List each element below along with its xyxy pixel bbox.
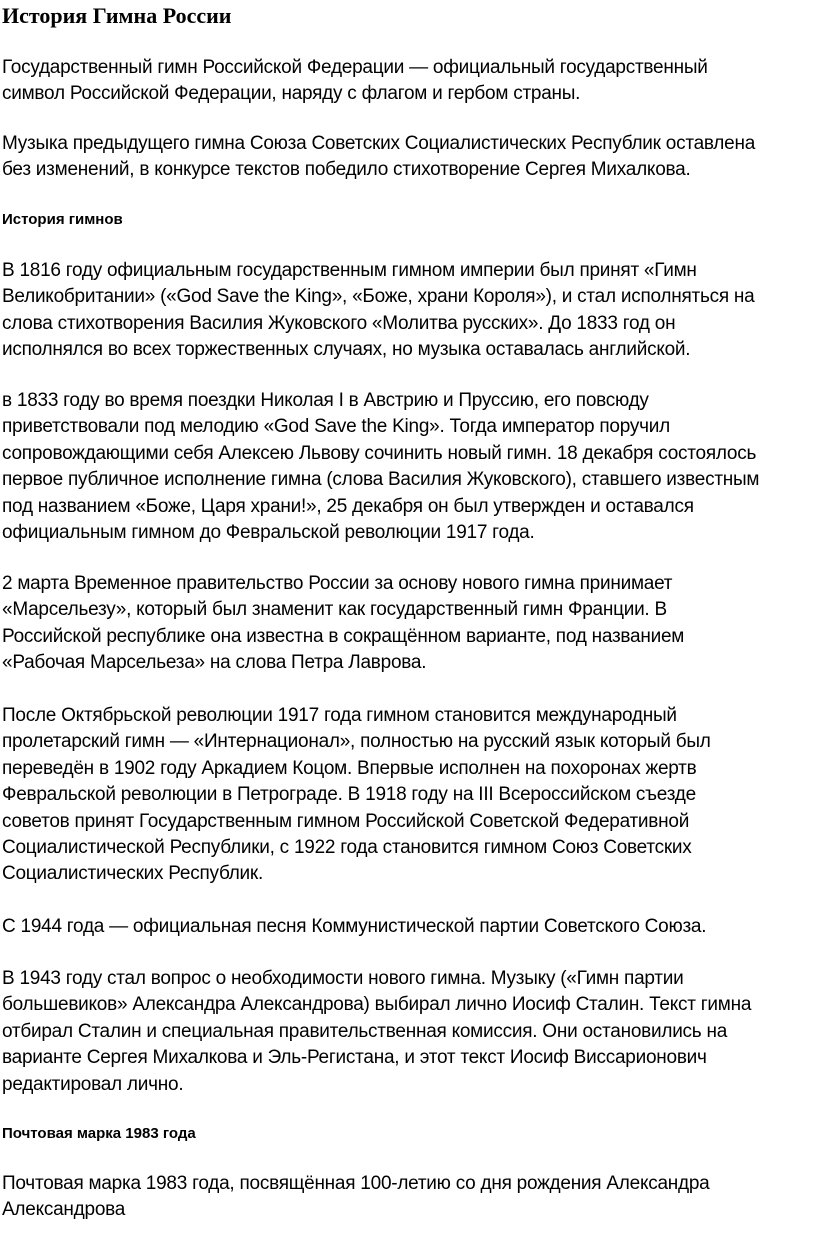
text-line: Российской республике она известна в сокращённом варианте, под названием: [2, 625, 685, 647]
intro-paragraph: [2, 55, 812, 108]
text-line: Почтовая марка 1983 года, посвящённая 100-летию со дня рождения Александра: [2, 1173, 710, 1194]
text-line: слова стихотворения Василия Жуковского «Молитва русских». До 1833 год он: [2, 312, 676, 334]
body-paragraph: [2, 914, 812, 940]
intro-paragraph: [2, 131, 812, 184]
text-line: официальным гимном до Февральской революции 1917 года.: [2, 522, 535, 544]
text-line: отбирал Сталин и специальная правительственная комиссия. Они остановились на: [2, 1020, 728, 1042]
text-line: С 1944 года — официальная песня Коммунистической партии Советского Союза.: [2, 916, 707, 937]
text-line: После Октябрьской революции 1917 года гимном становится международный: [2, 705, 677, 726]
text-line: пролетарский гимн — «Интернационал», полностью на русский язык который был: [2, 731, 711, 753]
section-heading-stamp: Почтовая марка 1983 года: [2, 1125, 196, 1142]
text-line: Великобритании» («God Save the King», «Боже, храни Короля»), и стал исполняться на: [2, 286, 755, 308]
text-line: переведён в 1902 году Аркадием Коцом. Впервые исполнен на похоронах жертв: [2, 757, 697, 779]
body-paragraph: [2, 1171, 812, 1224]
text-line: символ Российской Федерации, наряду с флагом и гербом страны.: [2, 83, 581, 105]
text-line: приветствовали под мелодию «God Save the King». Тогда император поручил: [2, 416, 670, 438]
text-line: под названием «Боже, Царя храни!», 25 декабря он был утвержден и оставался: [2, 495, 694, 517]
body-paragraph: [2, 258, 812, 364]
body-paragraph: [2, 703, 812, 888]
text-line: редактировал лично.: [2, 1073, 184, 1095]
text-line: Социалистической Республики, с 1922 года становится гимном Союз Советских: [2, 837, 692, 859]
text-line: Музыка предыдущего гимна Союза Советских Социалистических Республик оставлена: [2, 133, 756, 154]
text-line: советов принят Государственным гимном Российской Советской Федеративной: [2, 810, 690, 832]
page-title: История Гимна России: [2, 3, 232, 28]
body-paragraph: [2, 571, 812, 677]
text-line: без изменений, в конкурсе текстов победило стихотворение Сергея Михалкова.: [2, 159, 691, 181]
text-line: «Рабочая Марсельеза» на слова Петра Лаврова.: [2, 652, 427, 674]
body-paragraph: [2, 388, 812, 546]
text-line: Государственный гимн Российской Федерации — официальный государственный: [2, 57, 708, 78]
text-line: Александрова: [2, 1199, 126, 1221]
text-line: Социалистических Республик.: [2, 863, 264, 885]
text-line: варианте Сергея Михалкова и Эль-Регистана, и этот текст Иосиф Виссарионович: [2, 1047, 707, 1069]
text-line: В 1816 году официальным государственным гимном империи был принят «Гимн: [2, 260, 697, 281]
body-paragraph: [2, 966, 812, 1098]
text-line: Февральской революции в Петрограде. В 1918 году на III Всероссийском съезде: [2, 784, 696, 806]
text-line: в 1833 году во время поездки Николая I в Австрию и Пруссию, его повсюду: [2, 390, 649, 411]
section-heading-history: История гимнов: [2, 211, 123, 228]
text-line: исполнялся во всех торжественных случаях, но музыка оставалась английской.: [2, 339, 691, 361]
text-line: «Марсельезу», который был знаменит как государственный гимн Франции. В: [2, 599, 667, 621]
text-line: первое публичное исполнение гимна (слова Василия Жуковского), ставшего известным: [2, 469, 760, 491]
text-line: В 1943 году стал вопрос о необходимости нового гимна. Музыку («Гимн партии: [2, 968, 684, 989]
text-line: большевиков» Александра Александрова) выбирал лично Иосиф Сталин. Текст гимна: [2, 994, 752, 1016]
text-line: сопровождающими себя Алексею Львову сочинить новый гимн. 18 декабря состоялось: [2, 442, 757, 464]
text-line: 2 марта Временное правительство России за основу нового гимна принимает: [2, 573, 673, 594]
